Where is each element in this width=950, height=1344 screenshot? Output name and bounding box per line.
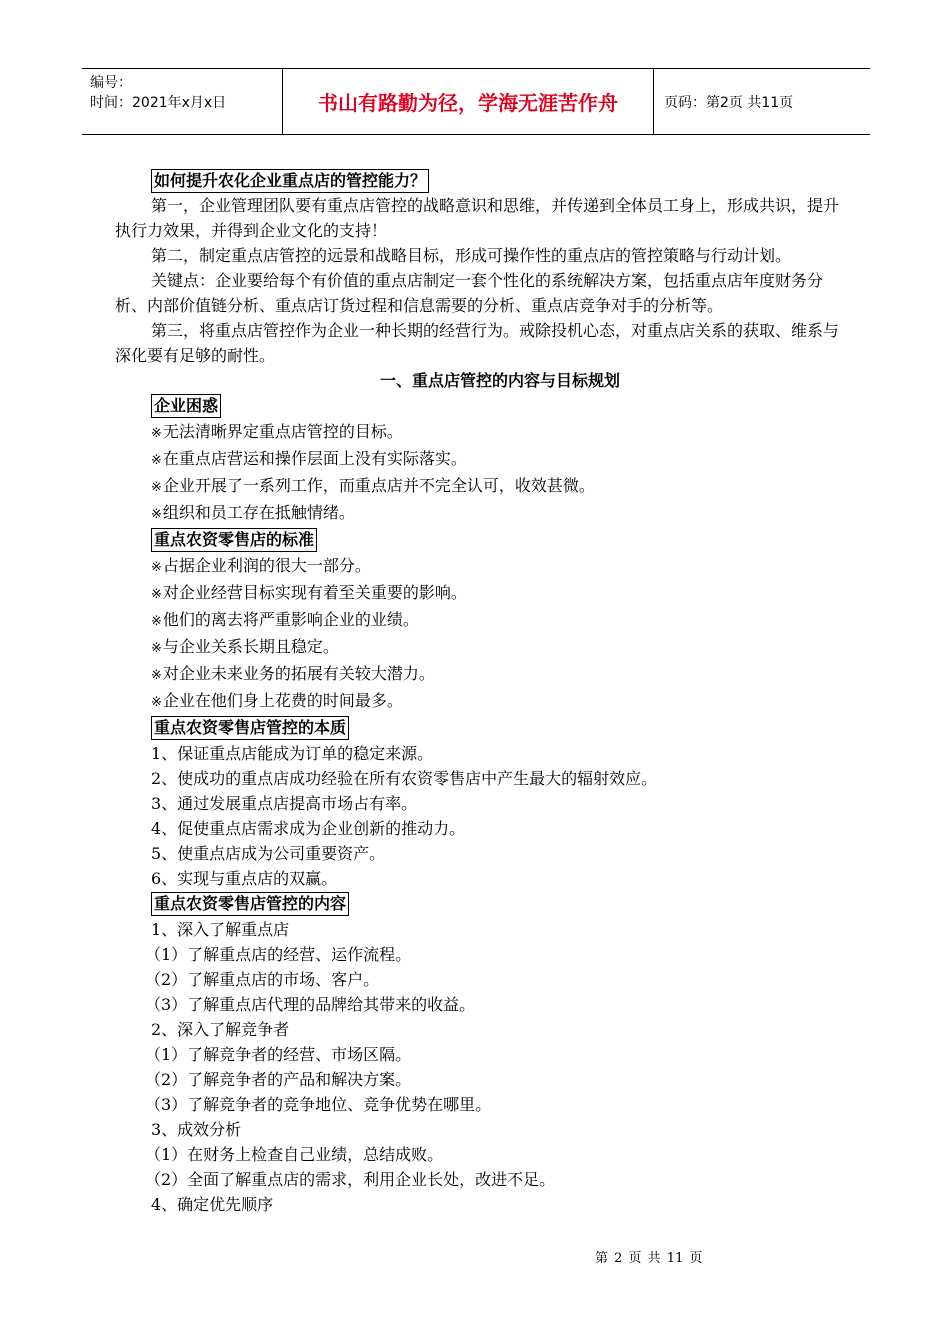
list-item: ※组织和员工存在抵触情绪。 (151, 503, 355, 522)
page-footer: 第 2 页 共 11 页 (595, 1251, 703, 1266)
document-body (115, 168, 845, 1217)
bullet-mark: ※ (151, 668, 162, 683)
list-subitem: （3）了解竞争者的竞争地位、竞争优势在哪里。 (145, 1095, 492, 1114)
bullet-mark: ※ (151, 641, 162, 656)
bullet-mark: ※ (151, 560, 162, 575)
list-item: ※企业开展了一系列工作，而重点店并不完全认可，收效甚微。 (151, 476, 595, 495)
list-subitem: （2）全面了解重点店的需求，利用企业长处，改进不足。 (145, 1170, 556, 1189)
list-item: ※他们的离去将严重影响企业的业绩。 (151, 610, 419, 629)
list-item: 4、确定优先顺序 (151, 1195, 274, 1214)
bullet-mark: ※ (151, 695, 162, 710)
list-item: ※占据企业利润的很大一部分。 (151, 556, 371, 575)
number-label: 编号： (90, 75, 132, 91)
list-item: ※无法清晰界定重点店管控的目标。 (151, 422, 403, 441)
list-subitem: （1）了解重点店的经营、运作流程。 (145, 945, 412, 964)
page-header (82, 68, 870, 135)
list-item: 5、使重点店成为公司重要资产。 (151, 844, 386, 863)
doc-title: 如何提升农化企业重点店的管控能力？ (151, 169, 429, 193)
list-subitem: （3）了解重点店代理的品牌给其带来的收益。 (145, 995, 476, 1014)
list-item: 2、使成功的重点店成功经验在所有农资零售店中产生最大的辐射效应。 (151, 769, 658, 788)
heading-control-content: 重点农资零售店管控的内容 (151, 892, 349, 916)
list-item: 3、成效分析 (151, 1120, 242, 1139)
list-subitem: （1）了解竞争者的经营、市场区隔。 (145, 1045, 412, 1064)
paragraph: 第二，制定重点店管控的远景和战略目标，形成可操作性的重点店的管控策略与行动计划。 (151, 246, 792, 265)
paragraph: 关键点：企业要给每个有价值的重点店制定一套个性化的系统解决方案，包括重点店年度财务分析、内部价值链分析、重点店订货过程和信息需要的分析、重点店竞争对手的分析等。 (115, 271, 824, 315)
list-subitem: （1）在财务上检查自己业绩，总结成败。 (145, 1145, 444, 1164)
heading-enterprise-confusion: 企业困惑 (151, 394, 221, 418)
paragraph: 第一，企业管理团队要有重点店管控的战略意识和思维，并传递到全体员工身上，形成共识，提升执行力效果，并得到企业文化的支持！ (115, 196, 840, 240)
list-item: ※在重点店营运和操作层面上没有实际落实。 (151, 449, 467, 468)
paragraph: 第三，将重点店管控作为企业一种长期的经营行为。戒除投机心态，对重点店关系的获取、维系与深化要有足够的耐性。 (115, 321, 840, 365)
bullet-mark: ※ (151, 507, 162, 522)
list-item: ※对企业经营目标实现有着至关重要的影响。 (151, 583, 467, 602)
list-item: 4、促使重点店需求成为企业创新的推动力。 (151, 819, 466, 838)
bullet-mark: ※ (151, 426, 162, 441)
list-item: 1、保证重点店能成为订单的稳定来源。 (151, 744, 434, 763)
list-confusion (115, 419, 845, 527)
header-page-info: 页码：第2页 共11页 (664, 94, 794, 111)
bullet-mark: ※ (151, 587, 162, 602)
list-standard (115, 553, 845, 715)
bullet-mark: ※ (151, 614, 162, 629)
list-item: ※与企业关系长期且稳定。 (151, 637, 339, 656)
header-meta (82, 69, 282, 134)
list-essence (115, 741, 845, 891)
list-item: 6、实现与重点店的双赢。 (151, 869, 338, 888)
heading-store-standard: 重点农资零售店的标准 (151, 528, 317, 552)
bullet-mark: ※ (151, 453, 162, 468)
list-content (115, 917, 845, 1217)
list-item: ※对企业未来业务的拓展有关较大潜力。 (151, 664, 435, 683)
bullet-mark: ※ (151, 480, 162, 495)
list-subitem: （2）了解竞争者的产品和解决方案。 (145, 1070, 412, 1089)
header-motto: 书山有路勤为径，学海无涯苦作舟 (282, 69, 654, 134)
list-item: ※企业在他们身上花费的时间最多。 (151, 691, 403, 710)
heading-control-essence: 重点农资零售店管控的本质 (151, 716, 349, 740)
section-title: 一、重点店管控的内容与目标规划 (379, 371, 620, 390)
list-item: 1、深入了解重点店 (151, 920, 290, 939)
list-item: 2、深入了解竞争者 (151, 1020, 290, 1039)
list-item: 3、通过发展重点店提高市场占有率。 (151, 794, 418, 813)
date-label: 时间：2021年x月x日 (90, 95, 227, 111)
list-subitem: （2）了解重点店的市场、客户。 (145, 970, 380, 989)
